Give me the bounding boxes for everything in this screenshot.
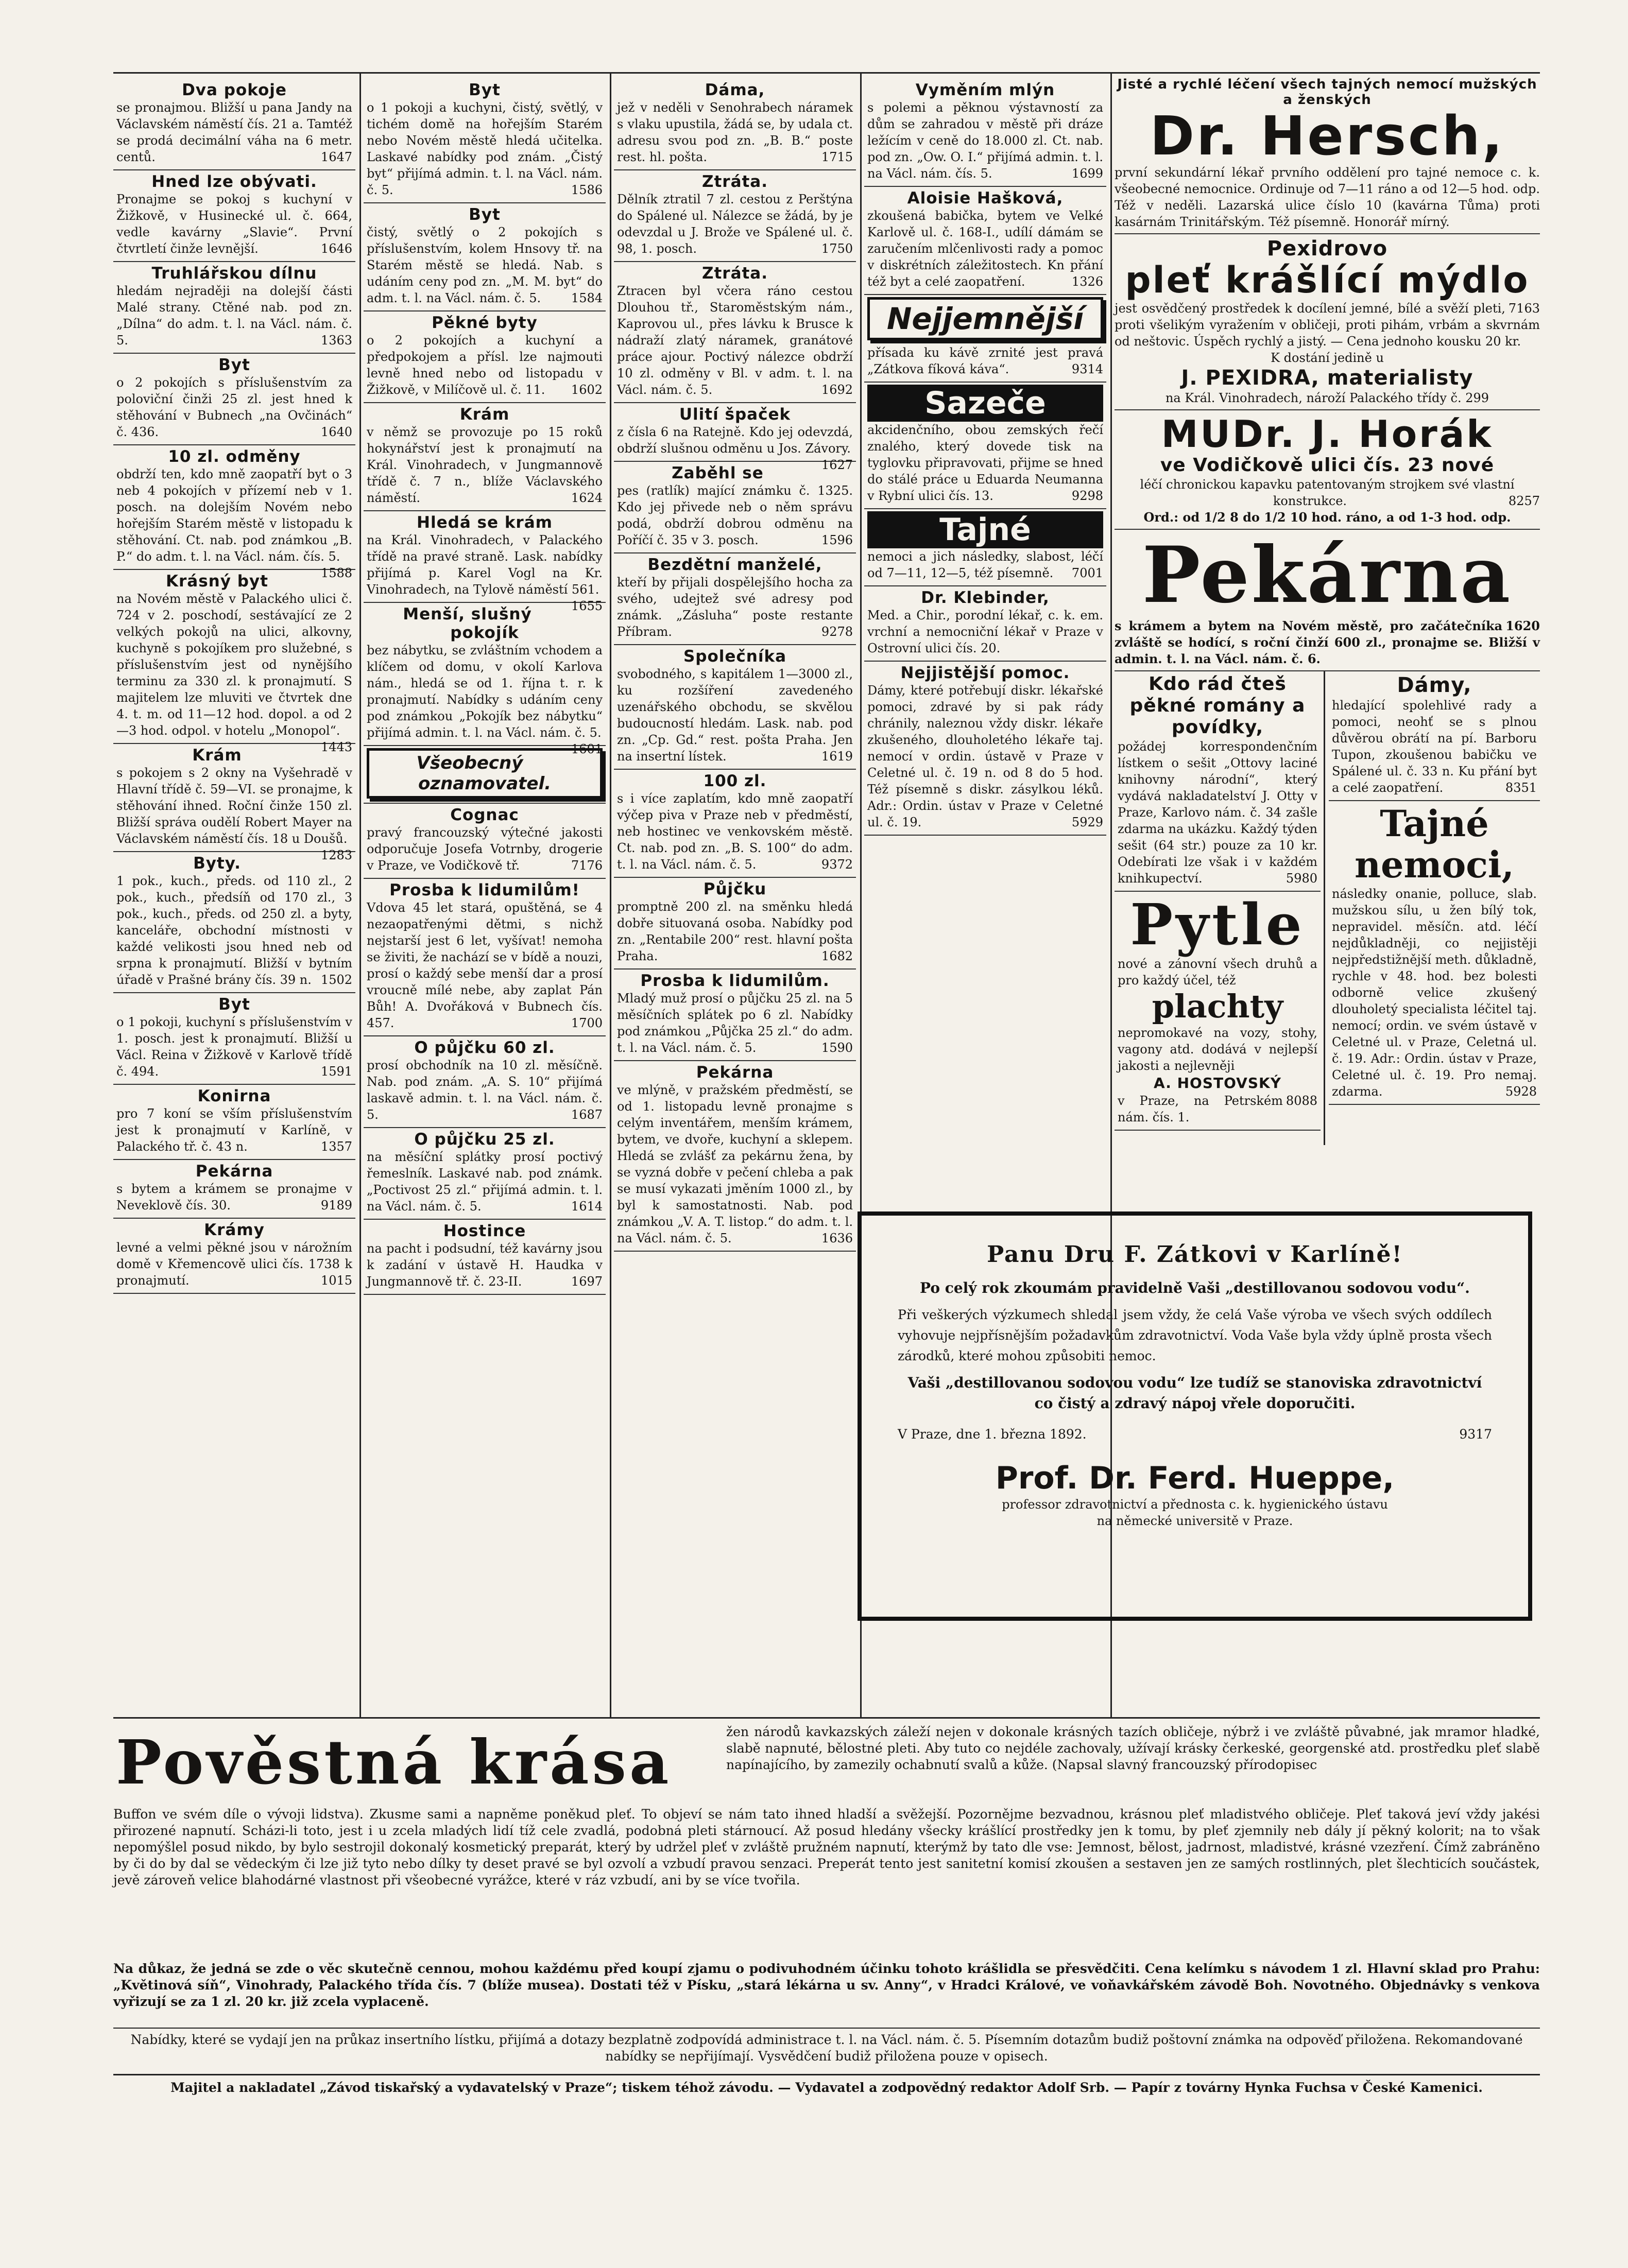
ad-horak — [1115, 410, 1540, 530]
boxed-heading: Všeobecný oznamovatel. — [367, 748, 603, 799]
ad-text: o 1 pokoji, kuchyní s příslušenstvím v 1. posch. jest k pronajmutí. Bližší u Václ. Reina v Žižkově v Karlově třídě č. 494. — [116, 1015, 352, 1079]
ad-text: nemoci a jich následky, slabost, léčí od 7—11, 12—5, též písemně. — [867, 549, 1103, 580]
ad-text: levné a velmi pěkné jsou v nárožním domě v Křemencově ulici čís. 1738 k pronajmutí. — [116, 1240, 352, 1288]
ad-text: Vdova 45 let stará, opuštěná, se 4 nezaopatřenými dětmi, s nichž nejstarší jest 6 let, vyšívat! nemoha se živiti, že nachází se v bídě a nouzi, prosí o každý sebe menší dar a prosí vroucně mílé nebe, aby zaplat Pán Bůh! A. Dvořáková v Bubnech čís. 457. — [367, 901, 603, 1030]
ad-heading: Krám — [459, 405, 510, 424]
testimonial-box — [858, 1211, 1532, 1621]
ad-text: obdrží ten, kdo mně zaopatří byt o 3 neb 4 pokojích v přízemí neb v 1. posch. na dolejším Novém nebo hořejším Starém městě v listopadu k stěhování. Ct. nab. pod známkou „B. P.“ do adm. t. l. na Václ. nám. čís. 5. — [116, 467, 352, 564]
classified-ad — [364, 311, 606, 403]
ad-number: 1357 — [320, 1139, 352, 1154]
ad-number: 5928 — [1505, 1084, 1537, 1099]
ad-text: s bytem a krámem se pronajme v Neveklově čís. 30. — [116, 1182, 352, 1213]
romany-title: Kdo rád čteš pěkné romány a povídky, — [1129, 673, 1306, 738]
ad-number: 9278 — [821, 625, 853, 639]
ad-number: 1715 — [821, 150, 853, 164]
pekarna-text: s krámem a bytem na Novém městě, pro začátečníka zvláště se hodící, s roční činží 600 zl., pronajme se. Bližší v admin. t. l. na Václ. nám. č. 6. — [1115, 618, 1540, 666]
ad-heading: Byt — [218, 356, 250, 374]
hersch-line: Jisté a rychlé léčení všech tajných nemocí mužských a ženských — [1117, 77, 1537, 108]
ad-number: 9317 — [1459, 1427, 1492, 1442]
classified-section — [113, 72, 1540, 1719]
ad-number: 1647 — [320, 150, 352, 164]
ad-number: 1502 — [320, 973, 352, 987]
pytle-text: nové a zánovní všech druhů a pro každý účel, též — [1118, 957, 1317, 988]
ad-number: 1596 — [821, 533, 853, 547]
testimonial-place: V Praze, dne 1. března 1892. — [898, 1427, 1087, 1442]
classified-ad — [614, 645, 856, 770]
testimonial-signature: Prof. Dr. Ferd. Hueppe, — [995, 1460, 1395, 1496]
testimonial-p2: Při veškerých výzkumech shledal jsem vždy, že celá Vaše výroba ve všech svých oddílech vyhovuje nejpřísnějším požadavkům zdravotnictví. Voda Vaše byla vždy úplně prosta všech zárodků, které mohou způsobiti nemoc. — [898, 1307, 1492, 1363]
ad-number: 1636 — [821, 1231, 853, 1245]
horak-text: léčí chronickou kapavku patentovaným strojkem své vlastní konstrukce. — [1140, 477, 1515, 508]
pytle-title: Pytle — [1130, 891, 1305, 958]
footer-notice: Nabídky, které se vydají jen na průkaz insertního lístku, přijímá a dotazy bezplatně zodpovídá administrace t. l. na Václ. nám. č. 5. Písemním dotazům budiž poštovní známka na odpověď přiložena. Rekomandované nabídky se nepřijímají. Vysvědčení budiž přiložena pouze v opisech. — [113, 2028, 1540, 2065]
ad-heading: O půjčku 60 zl. — [414, 1038, 555, 1057]
ad-text: na měsíční splátky prosí poctivý řemeslník. Laskavé nab. pod známk. „Poctivost 25 zl.“ přijímá admin. t. l. na Václ. nám. č. 5. — [367, 1150, 603, 1214]
testimonial-title: Panu Dru F. Zátkovi v Karlíně! — [987, 1241, 1403, 1268]
ad-text: na Novém městě v Palackého ulici č. 724 v 2. poschodí, sestávající ze 2 velkých pokojů na ulici, alkovny, kuchyně s pokojíkem pro služebné, s příslušenstvím jest od nynějšího terminu za 330 zl. k pronajmutí. S majitelem lze mluviti ve čtvrtek dne 4. t. m. od 11—12 hod. dopol. a od 2—3 hod. odpol. v hotelu „Monopol“. — [116, 592, 352, 738]
classified-ad — [614, 553, 856, 645]
ad-heading: Hostince — [443, 1222, 526, 1240]
classified-ad — [864, 383, 1106, 509]
ad-heading: Dva pokoje — [182, 81, 287, 99]
ad-text: pes (ratlík) mající známku č. 1325. Kdo jej přivede neb o něm správu podá, obdrží dobrou odměnu na Poříčí č. 35 v 3. posch. — [617, 483, 853, 547]
column-divider — [610, 74, 611, 1719]
ad-heading: Truhlářskou dílnu — [151, 264, 317, 283]
footer-imprint: Majitel a nakladatel „Závod tiskařský a vydavatelský v Praze“; tiskem téhož závodu. — Vydavatel a zodpovědný redaktor Adolf Srb. — Papír z továrny Hynka Fuchsa v České Kamenici. — [113, 2074, 1540, 2096]
ad-number: 1682 — [821, 949, 853, 963]
ad-heading: Zaběhl se — [672, 464, 764, 482]
ad-text: prosí obchodník na 10 zl. měsíčně. Nab. pod znám. „A. S. 10“ přijímá laskavě admin. t. l. na Václ. nám. č. 5. — [367, 1058, 603, 1122]
classified-ad — [364, 1220, 606, 1295]
ad-text: s polemi a pěknou výstavností za dům se zahradou v městě při dráze ležícím v ceně do 18.000 zl. Ct. nab. pod zn. „Ow. O. I.“ přijímá admin. t. l. na Václ. nám. čís. 5. — [867, 100, 1103, 181]
ad-number: 1591 — [320, 1064, 352, 1079]
ad-number: 1443 — [320, 740, 352, 754]
ad-heading: Nejjistější pomoc. — [900, 664, 1070, 682]
column-1 — [113, 79, 355, 1294]
damy-title: Dámy, — [1397, 673, 1472, 697]
classified-ad — [614, 462, 856, 553]
ad-text: přísada ku kávě zrnité jest pravá „Zátkova fíková káva“. — [867, 345, 1103, 376]
ad-text: svobodného, s kapitálem 1—3000 zl., ku rozšíření zavedeného uzenářského obchodu, se skvělou budoucností hledám. Lask. nab. pod zn. „Cp. Gd.“ rest. pošta Praha. Jen na insertní lístek. — [617, 667, 853, 764]
right-top-ads — [1115, 77, 1540, 1145]
ad-heading: Byt — [218, 995, 250, 1014]
ad-number: 1687 — [571, 1107, 603, 1122]
classified-ad — [113, 79, 355, 170]
ad-number: 1590 — [821, 1041, 853, 1055]
ad-damy — [1329, 671, 1540, 801]
ad-pytle — [1115, 892, 1321, 1131]
ad-number: 9298 — [1071, 489, 1103, 503]
testimonial-sub2: na německé universitě v Praze. — [1096, 1514, 1293, 1528]
povestna-text1: žen národů kavkazských záleží nejen v dokonale krásných tazích obličeje, nýbrž i ve zvláště půvabné, jak mramor hladké, slabě napnuté, bělostné pleti. Aby tuto co nejdéle zachovaly, užívají krásky čerkeské, georgenské atd. prostředku pleť slabě napínajícího, by zamezily ochabnutí svalů a kůže. (Napsal slavný francouzský přírodopisec — [726, 1724, 1540, 1772]
column-divider — [359, 74, 361, 1719]
classified-ad — [864, 79, 1106, 187]
classified-ad — [113, 852, 355, 993]
testimonial-p1: Po celý rok zkoumám pravidelně Vaši „destillovanou sodovou vodu“. — [920, 1279, 1470, 1296]
tajne-text: následky onanie, polluce, slab. mužskou sílu, u žen bílý tok, nepravidel. měsíčn. atd. léčí nejdůkladněji, co nejjistěji nejpředstižnější meth. důkladně, rychle v 48. hod. bez bolesti odborně velice zkušený dlouholetý specialista léčitel taj. nemocí; ordin. ve svém ústavě v Celetné ul. v Praze, Celetná ul. č. 19. Adr.: Ordin. ústav v Praze, Celetné ul. č. 19. Pro nemaj. zdarma. — [1332, 887, 1537, 1099]
ad-number: 1015 — [320, 1273, 352, 1288]
ad-heading: Hledá se krám — [417, 513, 553, 532]
classified-ad — [364, 879, 606, 1036]
ad-number: 1283 — [320, 848, 352, 862]
ad-text: 1 pok., kuch., předs. od 110 zl., 2 pok., kuch., předsíň od 170 zl., 3 pok., kuch., předs. od 250 zl. a byty, kanceláře, obchodní místnosti v každé velikosti jsou hned neb od srpna k pronajmutí. Bližší v bytním úřadě v Prašné brány čís. 39 n. — [116, 874, 352, 987]
ad-heading: Byty. — [193, 854, 241, 873]
romany-text: požádej korrespondenčním lístkem o sešit „Ottovy laciné knihovny národní“, který vydává nakladatelství J. Otty v Praze, Karlovo nám. č. 34 zašle zdarma na ukázku. Každý týden sešit (64 str.) pouze za 10 kr. Odebírati lze však i v každém knihkupectví. — [1118, 739, 1317, 886]
ad-number: 8351 — [1505, 781, 1537, 795]
ad-heading: Ztráta. — [701, 172, 768, 191]
ad-number: 1692 — [821, 383, 853, 397]
ad-heading: Cognac — [450, 806, 519, 824]
ad-heading: Hned lze obývati. — [151, 172, 317, 191]
ad-text: pro 7 koní se vším příslušenstvím jest k pronajmutí v Karlíně, v Palackého tř. č. 43 n. — [116, 1106, 352, 1154]
ad-heading: Krámy — [204, 1221, 265, 1239]
newspaper-page — [113, 72, 1540, 2224]
ad-text: čistý, světlý o 2 pokojích s příslušenstvím, kolem Hnsovy tř. na Starém městě se hledá. Nab. s udáním ceny pod zn. „M. M. byt“ do adm. t. l. na Václ. nám. č. 5. — [367, 225, 603, 305]
classified-ad — [614, 79, 856, 170]
ad-heading: Byt — [469, 205, 501, 224]
ad-number: 1363 — [320, 333, 352, 348]
ad-text: Mladý muž prosí o půjčku 25 zl. na 5 měsíčních splátek po 6 zl. Nabídky pod známkou „Půjčka 25 zl.“ do adm. t. l. na Václ. nám. č. 5. — [617, 991, 853, 1055]
ad-pekarna-big — [1115, 530, 1540, 671]
ad-heading: Pekárna — [696, 1063, 774, 1082]
ad-text: Dělník ztratil 7 zl. cestou z Perštýna do Spálené ul. Nálezce se žádá, by je odevzdal u J. Brože ve Spálené ul. č. 98, 1. posch. — [617, 192, 853, 256]
ad-text: akcidenčního, obou zemských řečí znalého, který dovede tisk na tyglovku připravovati, přijme se hned do stálé práce u Eduarda Neumanna v Rybní ulici čís. 13. — [867, 423, 1103, 503]
ad-heading: 100 zl. — [703, 772, 767, 790]
horak-hours: Ord.: od 1/2 8 do 1/2 10 hod. ráno, a od 1-3 hod. odp. — [1143, 510, 1511, 525]
ad-number: 8088 — [1286, 1094, 1317, 1108]
ad-number: 1700 — [571, 1016, 603, 1030]
classified-ad — [113, 445, 355, 580]
ad-number: 8257 — [1508, 494, 1540, 508]
ad-number: 1624 — [571, 491, 603, 505]
ad-heading: 10 zl. odměny — [168, 447, 301, 466]
ad-number: 1614 — [571, 1199, 603, 1214]
testimonial-p3: Vaši „destillovanou sodovou vodu“ lze tudíž se stanoviska zdravotnictví co čistý a zdravý nápoj vřele doporučiti. — [907, 1374, 1482, 1412]
ad-heading: Aloisie Hašková, — [907, 189, 1064, 207]
ad-number: 5980 — [1286, 871, 1317, 886]
ad-text: Pronajme se pokoj s kuchyní v Žižkově, v Husinecké ul. č. 664, vedle kavárny „Slavie“. První čtvrtletí činže levnější. — [116, 192, 352, 256]
ad-heading: Menší, slušný pokojík — [403, 605, 532, 642]
mydlo: pleť krášlící mýdlo — [1125, 259, 1530, 301]
column-3 — [614, 79, 856, 1252]
ad-text: bez nábytku, se zvláštním vchodem a klíčem od domu, v okolí Karlova nám., hledá se od 1. října t. r. k pronajmutí. Nabídky s udáním ceny pod známkou „Pokojík bez nábytku“ přijímá admin. t. l. na Václ. nám. č. 5. — [367, 643, 603, 740]
classified-ad — [614, 170, 856, 262]
ad-text: o 2 pokojích s příslušenstvím za poloviční činži 25 zl. jest hned k stěhování v Bubnech „na Ovčinách“ č. 436. — [116, 375, 352, 439]
ad-heading: Bezdětní manželé, — [647, 556, 822, 574]
classified-ad — [364, 1036, 606, 1128]
ad-text: v němž se provozuje po 15 roků hokynářství jest k pronajmutí na Král. Vinohradech, v Jungmannově třídě č. 7 n., blíže Václavského náměstí. — [367, 425, 603, 505]
ad-number: 1697 — [571, 1274, 603, 1289]
ad-text: zkoušená babička, bytem ve Velké Karlově ul. č. 168-I., udílí dámám se zaručením mlčenlivosti rady a pomoc v diskrétních záležitostech. Kn přání též byt a celé zaopatření. — [867, 209, 1103, 289]
column-2 — [364, 79, 606, 1295]
classified-ad — [864, 509, 1106, 586]
ad-number: 9372 — [821, 857, 853, 872]
classified-ad — [113, 1160, 355, 1219]
ad-number: 7163 — [1508, 301, 1540, 316]
inverted-heading: Tajné — [867, 511, 1103, 548]
hostovsky-address: v Praze, na Petrském nám. čís. 1. — [1118, 1094, 1283, 1124]
ad-number: 1601 — [571, 742, 603, 756]
classified-ad — [364, 1128, 606, 1220]
povestna-title: Pověstná krása — [116, 1726, 672, 1798]
classified-ad — [364, 603, 606, 756]
classified-ad — [864, 187, 1106, 295]
ad-number: 1655 — [571, 599, 603, 613]
ad-romany — [1115, 671, 1321, 892]
pexidra-name: J. PEXIDRA, materialisty — [1181, 366, 1473, 390]
classified-ad — [113, 170, 355, 262]
hersch-name: Dr. Hersch, — [1150, 105, 1505, 167]
ad-heading: Ulití špaček — [679, 405, 791, 424]
ad-heading: Prosba k lidumilům! — [389, 881, 580, 899]
classified-ad — [364, 403, 606, 511]
ad-number: 1619 — [821, 749, 853, 764]
ad-heading: Pěkné byty — [432, 314, 538, 332]
ad-text: o 1 pokoji a kuchyni, čistý, světlý, v tichém domě na hořejším Starém nebo Novém městě hledá učitelka. Laskavé nabídky pod znám. „Čistý byt“ přijímá admin. t. l. na Václ. nám. č. 5. — [367, 100, 603, 197]
classified-ad — [113, 354, 355, 445]
ad-number: 7001 — [1071, 566, 1103, 580]
ad-text: z čísla 6 na Ratejně. Kdo jej odevzdá, obdrží slušnou odměnu u Jos. Závory. — [617, 425, 853, 456]
ad-text: Ztracen byl včera ráno cestou Dlouhou tř., Staroměstským nám., Kaprovou ul., přes lávku k Brusce k nádraží zlatý náramek, granátové práce ajour. Poctivý nálezce obdrží 10 zl. odměny v Bl. v adm. t. l. na Václ. nám. č. 5. — [617, 284, 853, 397]
ad-number: 1326 — [1071, 274, 1103, 289]
classified-ad — [364, 203, 606, 311]
classified-ad — [864, 662, 1106, 836]
ad-text: na Král. Vinohradech, v Palackého třídě na pravé straně. Lask. nabídky přijímá p. Karel Vogl na Kr. Vinohradech, na Tylově náměstí 561. — [367, 533, 603, 597]
classified-ad — [614, 770, 856, 878]
ad-number: 9314 — [1071, 362, 1103, 376]
ad-text: o 2 pokojích a kuchyní a předpokojem a přísl. lze najmouti levně hned nebo od listopadu v Žižkově, v Milíčově ul. č. 11. — [367, 333, 603, 397]
classified-ad — [864, 586, 1106, 662]
classified-ad — [113, 993, 355, 1085]
ad-number: 1750 — [821, 241, 853, 256]
povestna-text2: Buffon ve svém díle o vývoji lidstva). Zkusme sami a napněme poněkud pleť. To objeví se nám tato ihned hladší a svěžejší. Pozornějme bezvadnou, krásnou pleť mladistvého obličeje. Pleť taková jeví vždy jakési přirozené napnutí. Scházi-li toto, jest i u zcela mladých lidí tíž cele zvadlá, podobná pleti stárnoucí. Až posud hledány všecky krášlící prostředky jen k tomu, by pleť zjemnily neb dály jí pěkný kolorit; na to však nepomýšlel posud nikdo, by bylo sestrojil dokonalý kosmetický preparát, který by udržel pleť v zvláště pružném napnutí, kterýmž by tato dle vse: Jemnost, bělost, jadrnost, mladistvé, krásné vzezření. Čímž zabráněno by či do by dal se vědeckým či lze již tyto nebo dílky ty deset pravé se byl ozvolí a vzbudí pravou senzaci. Preperát tento jest sanitetní komisí zkoušen a sestaven jen ze samých rostlinných, plet šlechticích součástek, jevě zároveň velice blahodárné vlastnost při všeobecné vyrážce, které v ráz vzbudí, ani by se více tvořila. — [113, 1807, 1540, 1888]
ad-heading: Ztráta. — [701, 264, 768, 283]
column-divider — [1324, 671, 1325, 1145]
inverted-heading: Sazeče — [867, 385, 1103, 422]
ad-number: 1627 — [821, 458, 853, 472]
ad-heading: O půjčku 25 zl. — [414, 1130, 555, 1149]
right-subcolumns — [1115, 671, 1540, 1145]
ad-number: 1646 — [320, 241, 352, 256]
classified-ad — [113, 1219, 355, 1294]
pexidrovo: Pexidrovo — [1266, 237, 1388, 261]
ad-text: na pacht i podsudní, též kavárny jsou k zadání v ústavě H. Haudka v Jungmannově tř. č. 23-II. — [367, 1241, 603, 1289]
ad-heading: Půjčku — [703, 880, 767, 898]
right-subcol-a — [1115, 671, 1321, 1131]
ad-text: s pokojem s 2 okny na Vyšehradě v Hlavní třídě č. 59—VI. se pronajme, k stěhování ihned. Roční činže 150 zl. Bližší správa oudělí Robert Mayer na Václavském náměstí čís. 18 u Doušů. — [116, 766, 352, 846]
ad-text: Dámy, které potřebují diskr. lékařské pomoci, zdravé by si pak rády chránily, naleznou vždy diskr. lékaře zkušeného, dlouholetého lékaře taj. nemocí v ordin. ústavě v Praze v Celetné ul. č. 19 n. od 8 do 5 hod. Též písemně s diskr. zásylkou léků. Adr.: Ordin. ústav v Praze v Celetné ul. č. 19. — [867, 683, 1103, 829]
ad-number: 1586 — [571, 183, 603, 197]
classified-ad — [364, 511, 606, 613]
mydlo-sale: K dostání jedině u — [1271, 351, 1384, 365]
ad-number: 1620 — [1505, 618, 1540, 633]
ad-heading: Dr. Klebinder, — [921, 588, 1050, 607]
plachty-text: nepromokavé na vozy, stohy, vagony atd. dodává v nejlepší jakosti a nejlevněji — [1118, 1026, 1317, 1073]
ad-text: kteří by přijali dospělejšího hocha za svého, udejtež své adresy pod známk. „Zásluha“ poste restante Příbram. — [617, 575, 853, 639]
ad-text: ve mlýně, v pražském předměstí, se od 1. listopadu levně pronajme s celým inventářem, menším krámem, bytem, ve dvoře, kuchyní a sklepem. Hledá se zvlášť za pekárnu žena, by se vyzná dobře v pečení chleba a pak se musí vykazati jměním 1000 zl., by byl k samostatnosti. Nab. pod známkou „V. A. T. listop.“ do adm. t. l. na Václ. nám. č. 5. — [617, 1083, 853, 1245]
ad-tajne-nemoci — [1329, 801, 1540, 1105]
boxed-heading: Nejjemnější — [867, 297, 1103, 340]
ad-pexidra — [1115, 234, 1540, 410]
bottom-section — [113, 1717, 1540, 2095]
classified-ad — [113, 1085, 355, 1160]
classified-ad — [113, 262, 355, 354]
ad-text: promptně 200 zl. na směnku hledá dobře situovaná osoba. Nabídky pod zn. „Rentabile 200“ rest. hlavní pošta Praha. — [617, 899, 853, 963]
column-4 — [864, 79, 1106, 836]
ad-number: 7176 — [571, 858, 603, 873]
classified-ad — [113, 744, 355, 862]
ad-heading: Krám — [192, 746, 242, 765]
ad-heading: Pekárna — [195, 1162, 273, 1181]
pekarna-title: Pekárna — [1142, 530, 1513, 620]
hersch-text: první sekundární lékař prvního oddělení pro tajné nemoce c. k. všeobecné nemocnice. Ordinuje od 7—11 ráno a od 12—5 hod. odp. Též v neděli. Lazarská ulice číslo 10 (kavárna Tůma) proti kasárnám Trinitářským. Též písemně. Honorář mírný. — [1115, 165, 1540, 229]
plachty-title: plachty — [1152, 988, 1283, 1025]
ad-heading: Vyměním mlýn — [915, 81, 1055, 99]
ad-number: 1602 — [571, 383, 603, 397]
ad-text: Med. a Chir., porodní lékař, c. k. em. vrchní a nemocniční lékař v Praze v Ostrovní ulici čís. 20. — [867, 608, 1103, 655]
ad-text: jež v neděli v Senohrabech náramek s vlaku upustila, žádá se, by udala ct. adresu svou pod zn. „B. B.“ poste rest. hl. pošta. — [617, 100, 853, 164]
ad-number: 1699 — [1071, 166, 1103, 181]
ad-text: hledám nejraději na dolejší části Malé strany. Ctěné nab. pod zn. „Dílna“ do adm. t. l. na Václ. nám. č. 5. — [116, 284, 352, 348]
pexidra-address: na Král. Vinohradech, nároží Palackého třídy č. 299 — [1165, 391, 1489, 405]
ad-number: 5929 — [1071, 815, 1103, 829]
ad-heading: Prosba k lidumilům. — [640, 972, 830, 990]
classified-ad — [864, 295, 1106, 383]
classified-ad — [364, 746, 606, 804]
ad-text: pravý francouzský výtečné jakosti odporučuje Josefa Votrnby, drogerie v Praze, ve Vodičkově tř. — [367, 825, 603, 873]
tajne-title: Tajné nemoci, — [1355, 802, 1514, 886]
povestna-text3: Na důkaz, že jedná se zde o věc skutečně cennou, mohou každému před koupí zjamu o podivuhodném účinku tohoto krášlidla se přesvědčiti. Cena kelímku s návodem 1 zl. Hlavní sklad pro Prahu: „Květinová síň“, Vinohrady, Palackého třída čís. 7 (blíže musea). Dostati též v Písku, „stará lékárna u sv. Anny“, v Hradci Králové, ve voňavkářském závodě Boh. Novotného. Objednávky s venkova vyřizují se za 1 zl. 20 kr. již zcela vyplaceně. — [113, 1961, 1540, 2009]
damy-text: hledající spolehlivé rady a pomoci, neohť se s plnou důvěrou obrátí na pí. Barboru Tupon, zkoušenou babičku ve Spálené ul. č. 33 n. Ku přání byt a celé zaopatření. — [1332, 698, 1537, 795]
ad-heading: Dáma, — [705, 81, 765, 99]
classified-ad — [364, 804, 606, 879]
classified-ad — [614, 262, 856, 403]
ad-number: 9189 — [320, 1198, 352, 1213]
ad-heading: Společníka — [683, 647, 787, 666]
ad-number: 1640 — [320, 425, 352, 439]
testimonial-sub1: professor zdravotnictví a přednosta c. k. hygienického ústavu — [1002, 1497, 1388, 1512]
ad-heading: Konirna — [197, 1087, 271, 1105]
classified-ad — [614, 969, 856, 1061]
ad-text: se pronajmou. Bližší u pana Jandy na Václavském náměstí čís. 21 a. Tamtéž se prodá decimální váha na 6 metr. centů. — [116, 100, 352, 164]
classified-ad — [614, 1061, 856, 1252]
ad-number: 1588 — [320, 566, 352, 580]
mydlo-text: jest osvědčený prostředek k docílení jemné, bílé a svěží pleti, proti všelikým vyražením v obličeji, proti pihám, vrbám a skvrnám od neštovic. Úspěch rychlý a jistý. — Cena jednoho kousku 20 kr. — [1115, 301, 1540, 349]
classified-ad — [364, 79, 606, 203]
ad-heading: Byt — [469, 81, 501, 99]
ad-hersch — [1115, 77, 1540, 234]
classified-ad — [113, 570, 355, 754]
horak-name: MUDr. J. Horák — [1161, 412, 1494, 456]
ad-heading: Krásný byt — [165, 572, 268, 591]
classified-ad — [614, 878, 856, 969]
right-subcol-b — [1329, 671, 1540, 1105]
hostovsky-name: A. HOSTOVSKÝ — [1154, 1075, 1281, 1092]
classified-ad — [614, 403, 856, 472]
ad-number: 1584 — [571, 291, 603, 305]
horak-address: ve Vodičkově ulici čís. 23 nové — [1160, 455, 1495, 476]
ad-text: s i více zaplatím, kdo mně zaopatří výčep piva v Praze neb v předměstí, neb hostinec ve venkovském městě. Ct. nab. pod zn. „B. S. 100“ do adm. t. l. na Václ. nám. č. 5. — [617, 791, 853, 872]
